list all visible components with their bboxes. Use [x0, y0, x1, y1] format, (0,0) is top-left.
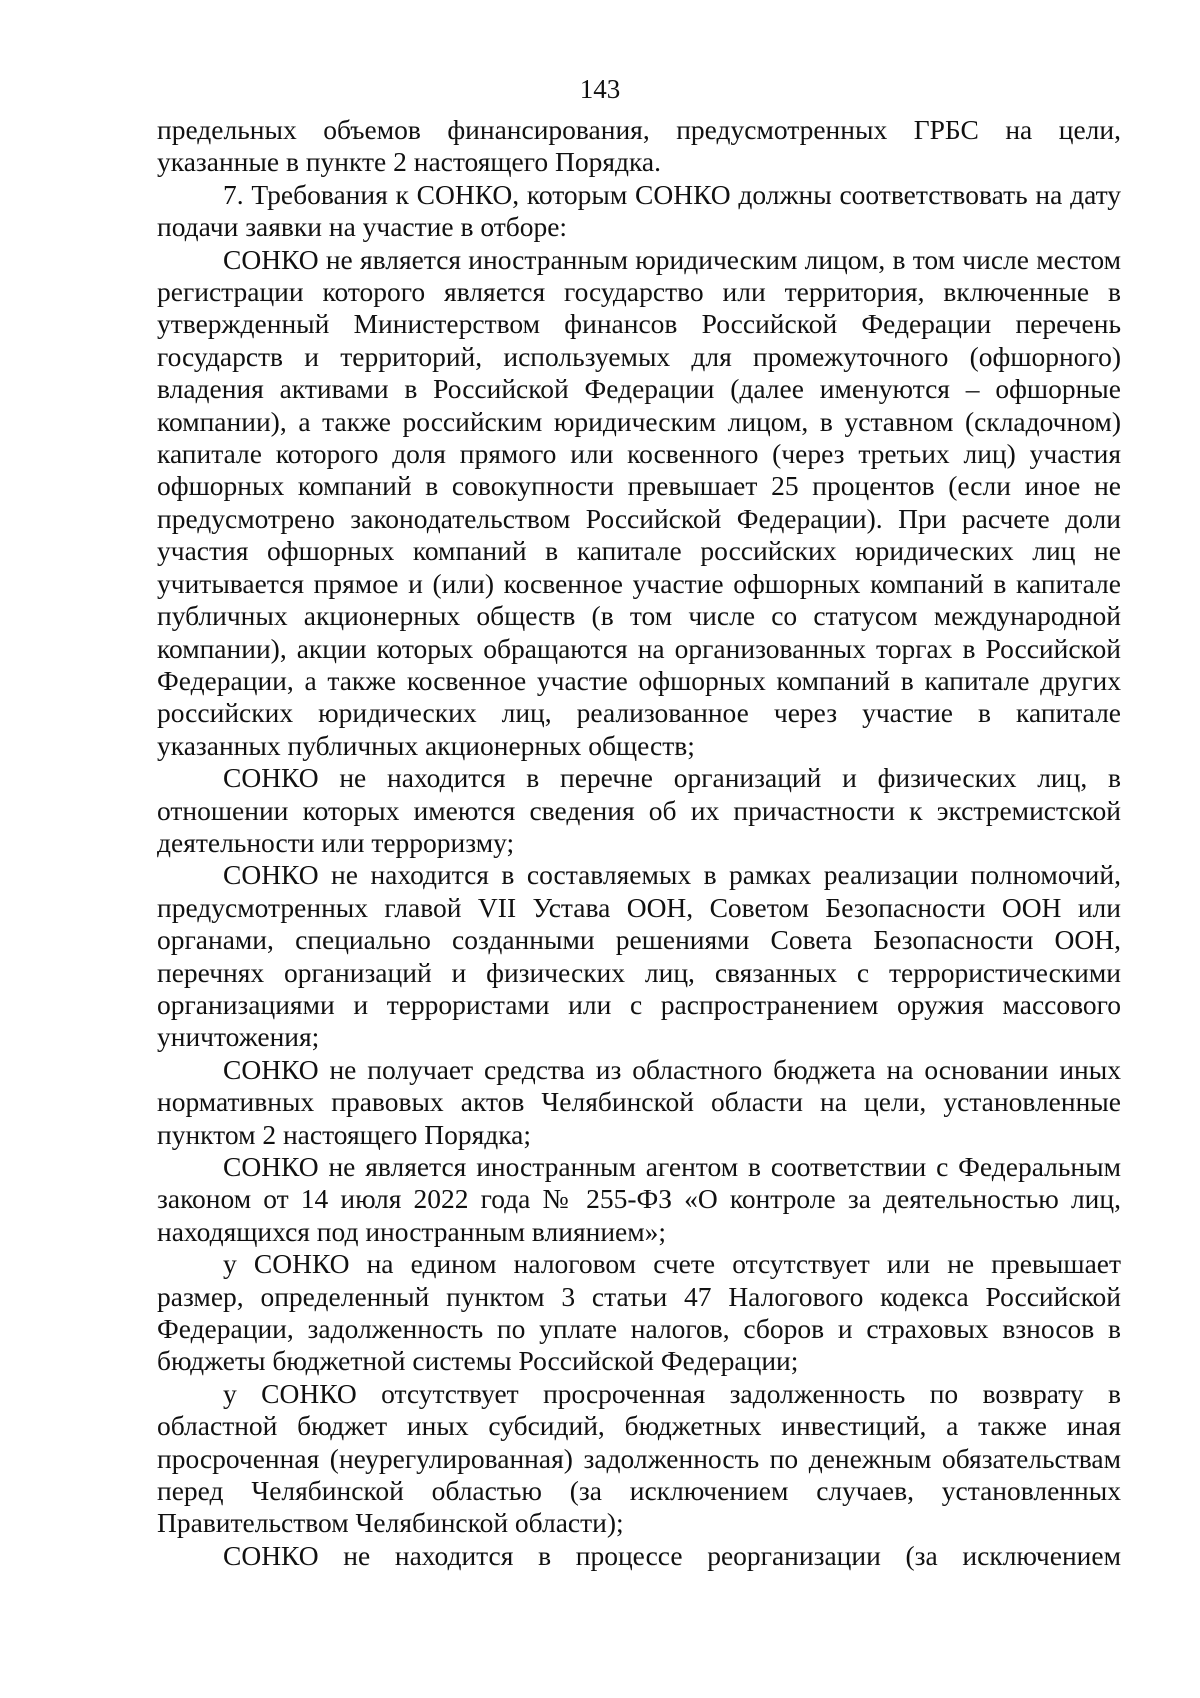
paragraph-reorganization: СОНКО не находится в процессе реорганизации (за исключением	[223, 1539, 1121, 1571]
document-body	[157, 114, 1121, 1572]
paragraph-un-lists: СОНКО не находится в составляемых в рамках реализации полномочий, предусмотренных главой VII Устава ООН, Советом Безопасности ООН или органами, специально созданными решениями Совета Безопасности ООН, перечнях организаций и физических лиц, связанных с террористическими организациями и террористами или с распространением оружия массового уничтожения;	[157, 859, 1121, 1053]
paragraph-item-7: 7. Требования к СОНКО, которым СОНКО должны соответствовать на дату подачи заявки на участие в отборе:	[157, 178, 1121, 243]
paragraph-regional-budget: СОНКО не получает средства из областного бюджета на основании иных нормативных правовых актов Челябинской области на цели, установленные пунктом 2 настоящего Порядка;	[157, 1053, 1121, 1150]
paragraph-foreign-agent: СОНКО не является иностранным агентом в соответствии с Федеральным законом от 14 июля 2022 года № 255-ФЗ «О контроле за деятельностью лиц, находящихся под иностранным влиянием»;	[157, 1151, 1121, 1247]
paragraph-continuation: предельных объемов финансирования, предусмотренных ГРБС на цели, указанные в пункте 2 настоящего Порядка.	[157, 114, 1121, 178]
paragraph-extremism: СОНКО не находится в перечне организаций и физических лиц, в отношении которых имеются сведения об их причастности к экстремистской деятельности или терроризму;	[157, 762, 1121, 858]
paragraph-tax-debt: у СОНКО на едином налоговом счете отсутствует или не превышает размер, определенный пунктом 3 статьи 47 Налогового кодекса Российской Федерации, задолженность по уплате налогов, сборов и страховых взносов в бюджеты бюджетной системы Российской Федерации;	[157, 1248, 1121, 1377]
page-number: 143	[579, 74, 621, 104]
paragraph-offshore: СОНКО не является иностранным юридическим лицом, в том числе местом регистрации которого является государство или территория, включенные в утвержденный Министерством финансов Российской Федерации перечень государств и территорий, используемых для промежуточного (офшорного) владения активами в Российской Федерации (далее именуются – офшорные компании), а также российским юридическим лицом, в уставном (складочном) капитале которого доля прямого или косвенного (через третьих лиц) участия офшорных компаний в совокупности превышает 25 процентов (если иное не предусмотрено законодательством Российской Федерации). При расчете доли участия офшорных компаний в капитале российских юридических лиц не учитывается прямое и (или) косвенное участие офшорных компаний в капитале публичных акционерных обществ (в том числе со статусом международной компании), акции которых обращаются на организованных торгах в Российской Федерации, а также косвенное участие офшорных компаний в капитале других российских юридических лиц, реализованное через участие в капитале указанных публичных акционерных обществ;	[157, 243, 1121, 761]
paragraph-overdue-debt: у СОНКО отсутствует просроченная задолженность по возврату в областной бюджет иных субсидий, бюджетных инвестиций, а также иная просроченная (неурегулированная) задолженность по денежным обязательствам перед Челябинской областью (за исключением случаев, установленных Правительством Челябинской области);	[157, 1377, 1121, 1539]
